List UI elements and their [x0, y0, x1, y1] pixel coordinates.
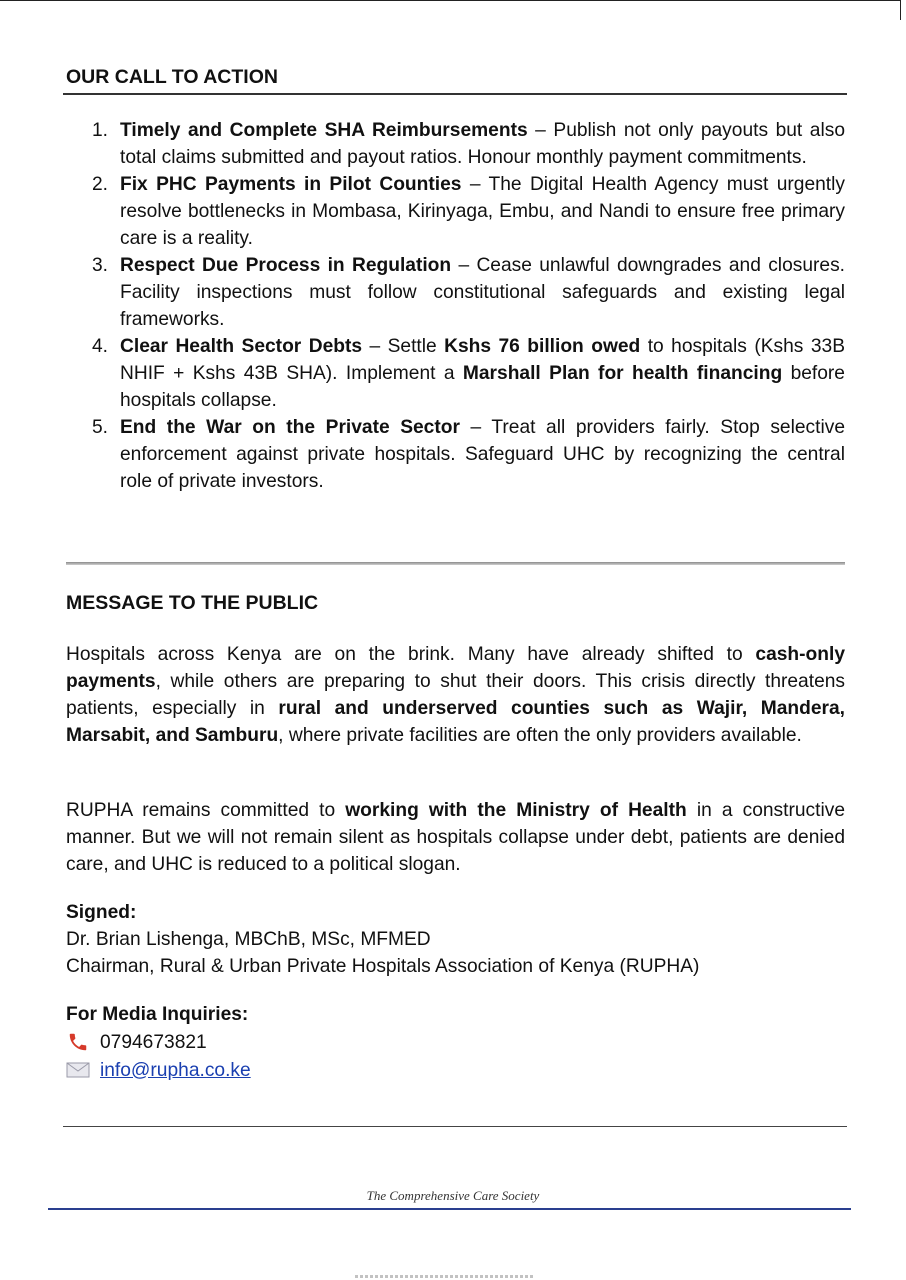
signature-block	[66, 899, 699, 980]
paragraph-emphasis: rural and underserved counties such as Wajir, Mandera, Marsabit, and Samburu	[66, 698, 845, 746]
item-text: – Publish not only payouts but also total claims submitted and payout ratios. Honour monthly payment commitments.	[120, 120, 845, 168]
page-right-border	[900, 0, 901, 20]
list-item	[66, 333, 845, 414]
phone-row	[66, 1028, 251, 1056]
paragraph-text: , where private facilities are often the only providers available.	[278, 725, 802, 746]
footer-text: The Comprehensive Care Society	[366, 1188, 540, 1203]
phone-icon	[66, 1032, 90, 1052]
signed-label: Signed:	[66, 902, 137, 923]
item-number: 1.	[92, 120, 109, 141]
item-text: – Cease unlawful downgrades and closures. Facility inspections must follow constitutional safeguards and existing legal frameworks.	[120, 255, 845, 330]
action-list	[66, 117, 845, 495]
public-message-paragraph	[66, 641, 845, 749]
item-title: End the War on the Private Sector	[120, 417, 460, 438]
media-label: For Media Inquiries:	[66, 1004, 249, 1025]
item-text: to hospitals (Kshs 33B NHIF + Kshs 43B SHA). Implement a	[120, 336, 845, 384]
next-page-bleed	[355, 1275, 535, 1278]
phone-number: 0794673821	[100, 1031, 207, 1053]
item-title: Fix PHC Payments in Pilot Counties	[120, 174, 462, 195]
item-text: – Treat all providers fairly. Stop selective enforcement against private hospitals. Safeguard UHC by recognizing the central role of private investors.	[120, 417, 845, 492]
section-divider	[66, 562, 845, 565]
section-heading: MESSAGE TO THE PUBLIC	[66, 592, 319, 614]
paragraph-text: RUPHA remains committed to	[66, 800, 346, 821]
item-text: – The Digital Health Agency must urgently resolve bottlenecks in Mombasa, Kirinyaga, Embu, and Nandi to ensure free primary care is a reality.	[120, 174, 845, 249]
item-title: Timely and Complete SHA Reimbursements	[120, 120, 528, 141]
email-link[interactable]: info@rupha.co.ke	[100, 1059, 251, 1081]
footer-blue-rule	[48, 1208, 851, 1210]
item-number: 4.	[92, 336, 109, 357]
page-top-border	[0, 0, 900, 1]
envelope-icon	[66, 1060, 90, 1080]
paragraph-text: Hospitals across Kenya are on the brink. Many have already shifted to	[66, 644, 756, 665]
list-item	[66, 117, 845, 171]
item-emphasis: Marshall Plan for health financing	[462, 363, 783, 384]
item-text: before hospitals collapse.	[120, 363, 845, 411]
item-title: Respect Due Process in Regulation	[120, 255, 452, 276]
item-text: – Settle	[362, 336, 445, 357]
list-item	[66, 171, 845, 252]
list-item	[66, 252, 845, 333]
signatory-title: Chairman, Rural & Urban Private Hospitals Association of Kenya (RUPHA)	[66, 956, 700, 977]
call-to-action-section	[66, 64, 845, 492]
list-item	[66, 414, 845, 495]
media-inquiries-block	[66, 1001, 251, 1084]
paragraph-emphasis: cash-only payments	[66, 644, 845, 692]
paragraph-text: in a constructive manner. But we will not remain silent as hospitals collapse under debt, patients are denied care, and UHC is reduced to a political slogan.	[66, 800, 845, 875]
item-number: 2.	[92, 174, 109, 195]
commitment-paragraph	[66, 797, 845, 878]
paragraph-emphasis: working with the Ministry of Health	[345, 800, 687, 821]
signatory-name: Dr. Brian Lishenga, MBChB, MSc, MFMED	[66, 929, 431, 950]
footer-rule	[63, 1126, 847, 1127]
paragraph-text: , while others are preparing to shut their doors. This crisis directly threatens patients, especially in	[66, 671, 845, 719]
item-emphasis: Kshs 76 billion owed	[444, 336, 641, 357]
item-number: 3.	[92, 255, 109, 276]
email-row	[66, 1056, 251, 1084]
section-heading: OUR CALL TO ACTION	[66, 66, 278, 88]
item-title: Clear Health Sector Debts	[120, 336, 363, 357]
item-number: 5.	[92, 417, 109, 438]
heading-underline	[63, 93, 847, 95]
